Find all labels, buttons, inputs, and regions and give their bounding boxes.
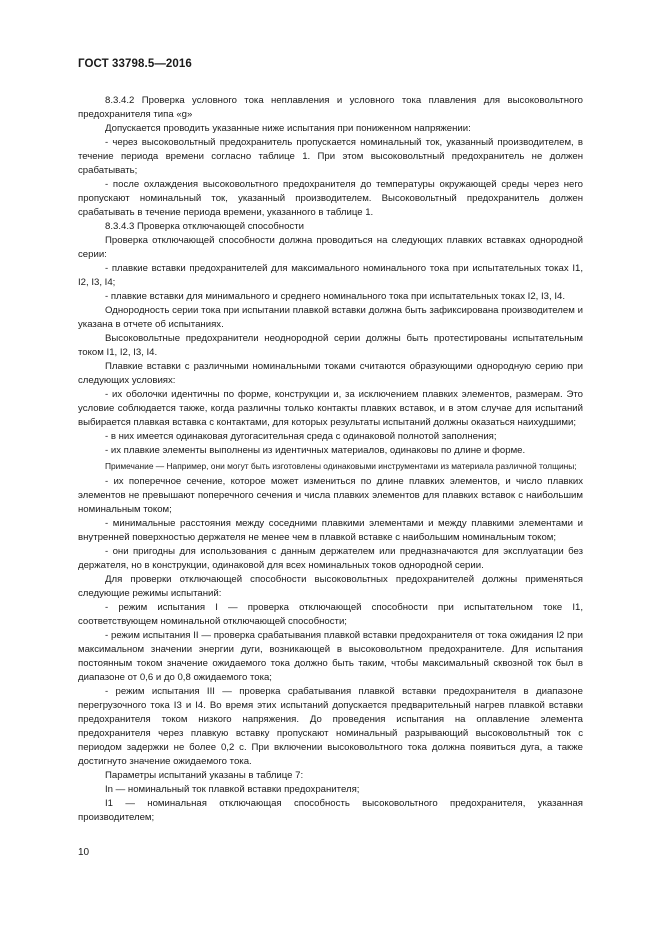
list-item: - режим испытания III — проверка срабатывания плавкой вставки предохранителя в диапазоне перегрузочного тока I3 и I4. Во время этих испытаний допускается предварительный нагрев плавкой вставки предохранителя током низкого напряжения. До проведения испытания на оплавление элемента предохранителя через плавкую вставку пропускают номинальный разрывающий высоковольтный ток с периодом задержки не более 0,2 с. При включении высоковольтного тока должна появиться дуга, а также достигнуто значение ожидаемого тока. <box>78 686 583 767</box>
note: Примечание — Например, они могут быть изготовлены одинаковыми инструментами из материала различной толщины; <box>105 461 577 471</box>
list-item: - после охлаждения высоковольтного предохранителя до температуры окружающей среды через него пропускают номинальный ток, указанный производителем. Высоковольтный предохранитель должен срабатывать в течение периода времени, указанного в таблице 1. <box>78 179 583 218</box>
page-number: 10 <box>78 847 90 858</box>
section-heading-8-3-4-2: 8.3.4.2 Проверка условного тока неплавления и условного тока плавления для высоковольтного предохранителя типа «g» <box>78 95 583 120</box>
paragraph: Параметры испытаний указаны в таблице 7: <box>105 770 304 781</box>
list-item: - режим испытания I — проверка отключающей способности при испытательном токе I1, соответствующем номинальной отключающей способности; <box>78 602 583 627</box>
paragraph: Высоковольтные предохранители неоднородной серии должны быть протестированы испытательным током I1, I2, I3, I4. <box>78 333 583 358</box>
list-item: - плавкие вставки для минимального и среднего номинального тока при испытательных токах I2, I3, I4. <box>105 291 565 302</box>
list-item: - их оболочки идентичны по форме, конструкции и, за исключением плавких элементов, размерам. Это условие соблюдается также, когда различны только контакты плавких вставок, и в этом случае для испытаний выбирается плавкая вставка с контактами, для которых результаты испытаний должны оказаться наихудшими; <box>78 389 583 428</box>
list-item: - в них имеется одинаковая дугогасительная среда с одинаковой полнотой заполнения; <box>105 431 497 442</box>
paragraph: Плавкие вставки с различными номинальными токами считаются образующими однородную серию при следующих условиях: <box>78 361 583 386</box>
list-item: - они пригодны для использования с данным держателем или предназначаются для эксплуатации без держателя, но в конструкции, одинаковой для всех номинальных токов однородной серии. <box>78 546 583 571</box>
list-item: - через высоковольтный предохранитель пропускается номинальный ток, указанный производителем, в течение периода времени согласно таблице 1. При этом высоковольтный предохранитель не должен срабатывать; <box>78 137 583 176</box>
list-item: - плавкие вставки предохранителей для максимального номинального тока при испытательных токах I1, I2, I3, I4; <box>78 263 583 288</box>
definition-item: I1 — номинальная отключающая способность высоковольтного предохранителя, указанная производителем; <box>78 798 583 823</box>
definition-item: In — номинальный ток плавкой вставки предохранителя; <box>105 784 360 795</box>
paragraph: Проверка отключающей способности должна проводиться на следующих плавких вставках однородной серии: <box>78 235 583 260</box>
list-item: - минимальные расстояния между соседними плавкими элементами и между плавкими элементами и внутренней поверхностью держателя не менее чем в плавкой вставке с наибольшим номинальным током; <box>78 518 583 543</box>
section-heading-8-3-4-3: 8.3.4.3 Проверка отключающей способности <box>105 221 304 232</box>
document-body <box>78 94 583 825</box>
paragraph: Допускается проводить указанные ниже испытания при пониженном напряжении: <box>105 123 471 134</box>
list-item: - их плавкие элементы выполнены из идентичных материалов, одинаковы по длине и форме. <box>105 445 526 456</box>
document-header: ГОСТ 33798.5—2016 <box>78 58 192 70</box>
paragraph: Однородность серии тока при испытании плавкой вставки должна быть зафиксирована производителем и указана в отчете об испытаниях. <box>78 305 583 330</box>
list-item: - режим испытания II — проверка срабатывания плавкой вставки предохранителя от тока ожидания I2 при максимальном значении энергии дуги, возникающей в высоковольтном предохранителе. Для испытания постоянным током значение ожидаемого тока должно быть таким, чтобы максимальный сквозной ток был в диапазоне от 0,6 и до 0,8 ожидаемого тока; <box>78 630 583 683</box>
paragraph: Для проверки отключающей способности высоковольтных предохранителей должны применяться следующие режимы испытаний: <box>78 574 583 599</box>
list-item: - их поперечное сечение, которое может измениться по длине плавких элементов, и число плавких элементов не превышают поперечного сечения и числа плавких элементов для плавких вставок с наибольшим номинальным током; <box>78 476 583 515</box>
